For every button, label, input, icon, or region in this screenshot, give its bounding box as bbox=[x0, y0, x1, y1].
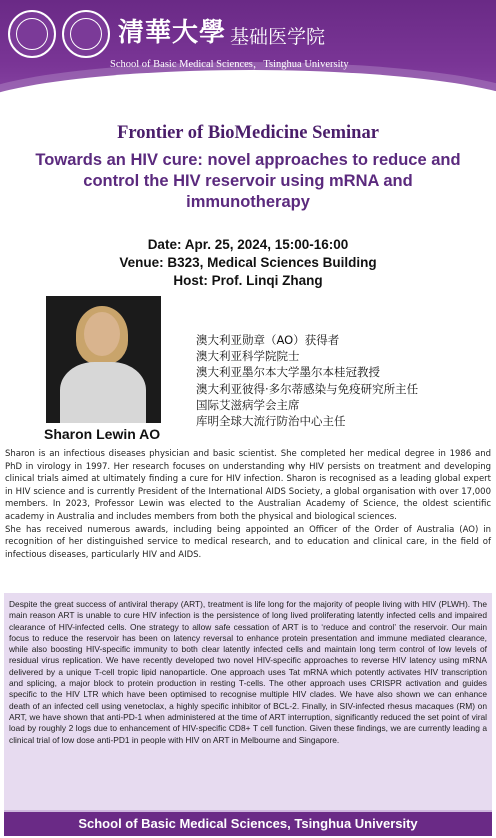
seminar-date: Date: Apr. 25, 2024, 15:00-16:00 bbox=[147, 237, 349, 252]
seminar-titles bbox=[0, 123, 496, 213]
speaker-title-item: 库明全球大流行防治中心主任 bbox=[196, 414, 346, 429]
school-seal-icon bbox=[62, 10, 110, 58]
seminar-venue: Venue: B323, Medical Sciences Building bbox=[119, 255, 377, 270]
bio-paragraph: Sharon is an infectious diseases physician and basic scientist. She completed her medical degree in 1986 and PhD in virology in 1997. Her research focuses on understanding why HIV persists on treatment and developing clinical trials aimed at ultimately finding a cure for HIV infection. Sharon is recognised as a leading global expert in HIV science and is currently President of the International AIDS Society, a global organisation with over 17,000 members. In 2023, Professor Lewin was elected to the Australian Academy of Science, the oldest scientific academy in Australia and includes members from both the physical and biological sciences. bbox=[5, 449, 491, 522]
speaker-title-item: 澳大利亚墨尔本大学墨尔本桂冠教授 bbox=[196, 365, 380, 380]
seminar-host: Host: Prof. Linqi Zhang bbox=[173, 273, 323, 288]
speaker-titles-cn bbox=[196, 332, 418, 429]
school-name-en: School of Basic Medical Sciences，Tsinghua University bbox=[110, 59, 349, 70]
speaker-name: Sharon Lewin AO bbox=[44, 426, 161, 442]
talk-title: Towards an HIV cure: novel approaches to reduce and control the HIV reservoir using mRNA and immunotherapy bbox=[35, 151, 461, 211]
seminar-meta bbox=[0, 236, 496, 290]
speaker-title-item: 澳大利亚科学院院士 bbox=[196, 349, 300, 364]
university-logo-text: 清華大學 bbox=[118, 18, 227, 48]
footer-banner: School of Basic Medical Sciences, Tsinghua University bbox=[4, 812, 492, 836]
speaker-title-item: 澳大利亚勋章（AO）获得者 bbox=[196, 333, 340, 347]
speaker-bio bbox=[5, 448, 491, 561]
speaker-title-item: 国际艾滋病学会主席 bbox=[196, 397, 300, 412]
bio-paragraph: She has received numerous awards, including being appointed an Officer of the Order of Australia (AO) in recognition of her distinguished service to medical research, and to education and clinical care, in the field of infectious diseases, particularly HIV and AIDS. bbox=[5, 524, 491, 560]
seminar-series: Frontier of BioMedicine Seminar bbox=[117, 123, 379, 143]
speaker-title-item: 澳大利亚彼得·多尔蒂感染与免疫研究所主任 bbox=[196, 381, 419, 396]
school-name-cn: 基础医学院 bbox=[230, 26, 326, 48]
university-seal-icon bbox=[8, 10, 56, 58]
abstract-box: Despite the great success of antiviral therapy (ART), treatment is life long for the majority of people living with HIV (PLWH). The main reason ART is unable to cure HIV infection is the persistence of long lived proliferating latently infected cells and impaired clearance of HIV-infected cells. One strategy to allow safe cessation of ART is to ‘reduce and control’ the reservoir. Our main focus to reduce the reservoir has been on latency reversal to enhance protein presentation and immune mediated clearance, while also boosting HIV-specific immunity to both clear latently infected cells and maintain long term control of low levels of residual virus replication. We have recently developed two novel HIV-specific approaches to reverse HIV latency using mRNA delivered by a unique T-cell tropic lipid nanoparticle. One approach uses Tat mRNA which potently activates HIV transcription and splicing, a major block to protein production in resting T-cells. The other approach uses CRISPR activation and guides specific to the HIV LTR which have been optimised to recognise multiple HIV clades. We have also shown we can enhance death of an infected cell using venetoclax, a highly specific inhibitor of BCL-2. Finally, in SIV-infected rhesus macaques (RM) on ART, we have shown that anti-PD-1 when administered at the time of ART interruption, significantly reduced the set point of viral load by roughly 2 logs due to enhancement of HIV-specific CD8+ T cell function. Given these findings, we are currently leading a clinical trial of low dose anti-PD1 in people with HIV on ART in Melbourne and Singapore. bbox=[4, 593, 492, 812]
speaker-photo bbox=[46, 296, 161, 423]
header-banner bbox=[0, 0, 496, 108]
